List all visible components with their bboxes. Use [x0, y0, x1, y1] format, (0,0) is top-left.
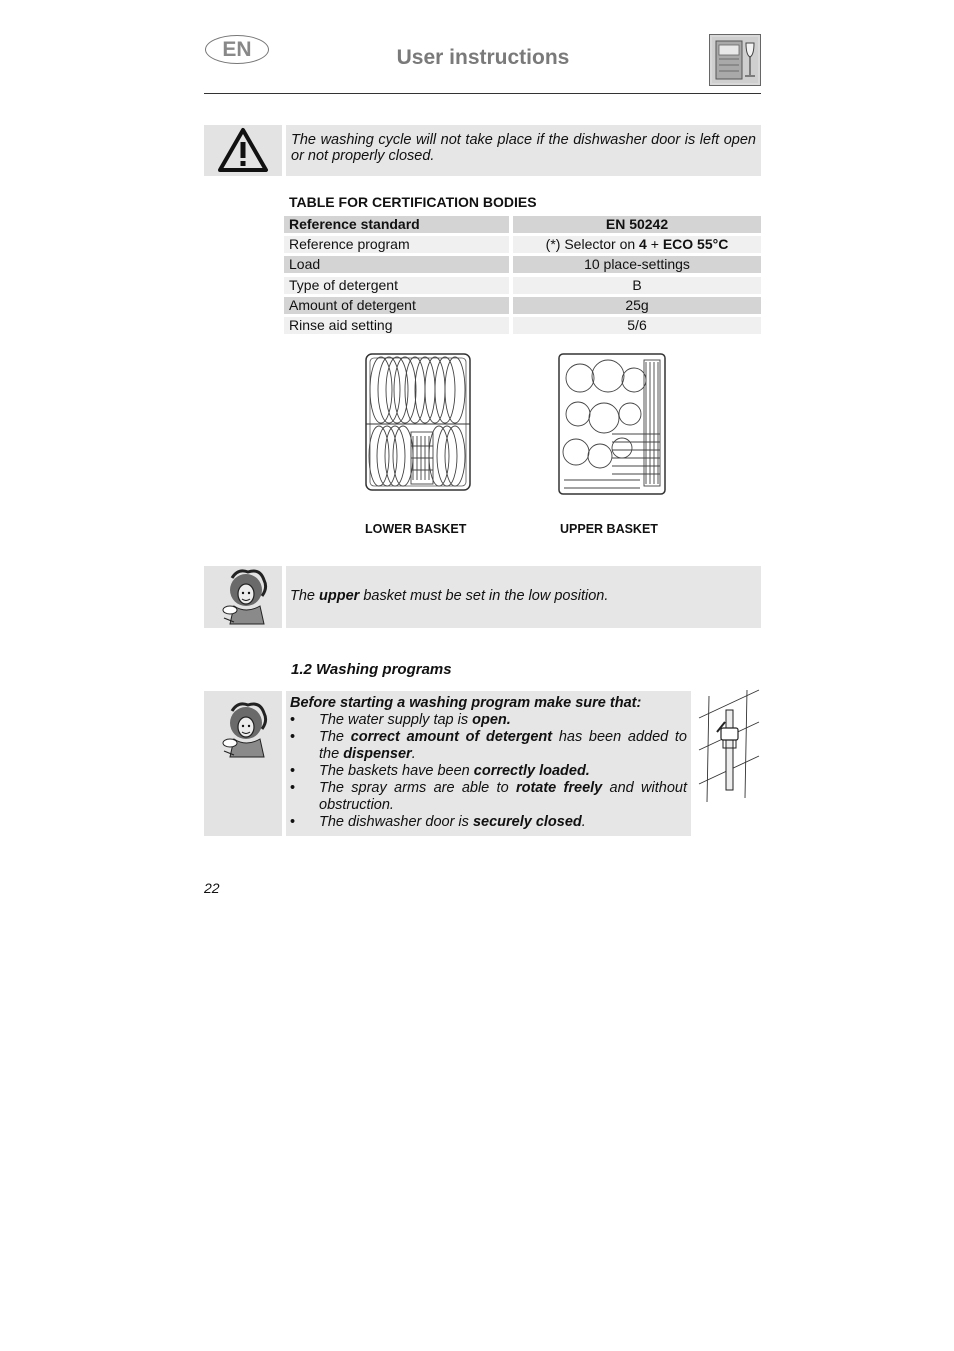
table-cell-value: B — [513, 277, 761, 294]
tip-text-bold: upper — [319, 588, 360, 604]
list-item — [290, 729, 687, 763]
item-bold: correctly loaded. — [473, 763, 590, 779]
table-cell-label: Type of detergent — [284, 277, 509, 294]
table-row — [284, 235, 761, 255]
table-row — [284, 296, 761, 316]
dishwasher-glass-image — [709, 34, 761, 86]
item-text: The — [319, 729, 351, 745]
tip-text-pre: The — [290, 588, 320, 604]
checklist-icon-cell — [204, 691, 282, 836]
value-prefix: (*) Selector on — [545, 236, 640, 253]
value-plus: + — [646, 236, 663, 253]
lower-basket-label: LOWER BASKET — [365, 522, 467, 536]
selector-number: 4 — [639, 236, 647, 253]
checklist — [290, 712, 687, 831]
header-divider — [204, 93, 761, 94]
tip-text-post: basket must be set in the low position. — [359, 588, 609, 604]
item-bold: open. — [472, 712, 511, 728]
warning-text: The washing cycle will not take place if the dishwasher door is left open or not properly closed. — [291, 132, 756, 164]
table-cell-label: Amount of detergent — [284, 297, 509, 314]
item-text: . — [581, 814, 586, 830]
page-number: 22 — [204, 880, 220, 896]
item-text: . — [411, 746, 416, 762]
list-item — [290, 712, 687, 729]
table-cell-label: Rinse aid setting — [284, 317, 509, 334]
table-header-row — [284, 215, 761, 235]
item-text: The baskets have been — [319, 763, 474, 779]
warning-triangle-icon — [204, 125, 282, 176]
table-cell-value: 25g — [513, 297, 761, 314]
certification-table — [284, 215, 761, 336]
item-bold: correct amount of detergent — [350, 729, 553, 745]
item-text: The spray arms are able to — [319, 780, 516, 796]
program-name: ECO 55°C — [662, 236, 729, 253]
table-cell-label: Load — [284, 256, 509, 273]
table-cell-value — [513, 236, 761, 253]
item-text: The dishwasher door is — [319, 814, 473, 830]
document-title: User instructions — [396, 46, 570, 69]
item-text: and without obstruction. — [319, 780, 687, 813]
woman-with-dishes-icon — [204, 566, 282, 628]
water-tap-icon — [697, 688, 761, 804]
upper-basket-drawing — [556, 352, 668, 496]
table-row — [284, 255, 761, 275]
section-heading: 1.2 Washing programs — [291, 661, 452, 678]
list-item — [290, 763, 687, 780]
language-badge: EN — [205, 35, 269, 64]
certification-table-heading: TABLE FOR CERTIFICATION BODIES — [289, 194, 537, 210]
table-cell-value: 5/6 — [513, 317, 761, 334]
list-item — [290, 814, 687, 831]
table-header-value: EN 50242 — [513, 216, 761, 233]
table-row — [284, 316, 761, 336]
table-header-label: Reference standard — [284, 216, 509, 233]
table-row — [284, 276, 761, 296]
lower-basket-drawing — [363, 352, 473, 494]
item-text: The water supply tap is — [319, 712, 473, 728]
table-cell-value: 10 place-settings — [513, 256, 761, 273]
tip-text-cell — [286, 566, 761, 628]
item-text: has been added to the — [319, 729, 687, 762]
tip-icon-cell — [204, 566, 282, 628]
checklist-text-cell — [286, 691, 691, 836]
table-cell-label: Reference program — [284, 236, 509, 253]
warning-text-cell — [286, 125, 761, 176]
item-bold: dispenser — [343, 746, 412, 762]
warning-icon-cell — [204, 125, 282, 176]
upper-basket-label: UPPER BASKET — [560, 522, 658, 536]
woman-with-dishes-icon — [204, 693, 282, 773]
item-bold: rotate freely — [515, 780, 603, 796]
item-bold: securely closed — [472, 814, 582, 830]
list-item — [290, 780, 687, 814]
checklist-intro: Before starting a washing program make sure that: — [290, 695, 642, 711]
